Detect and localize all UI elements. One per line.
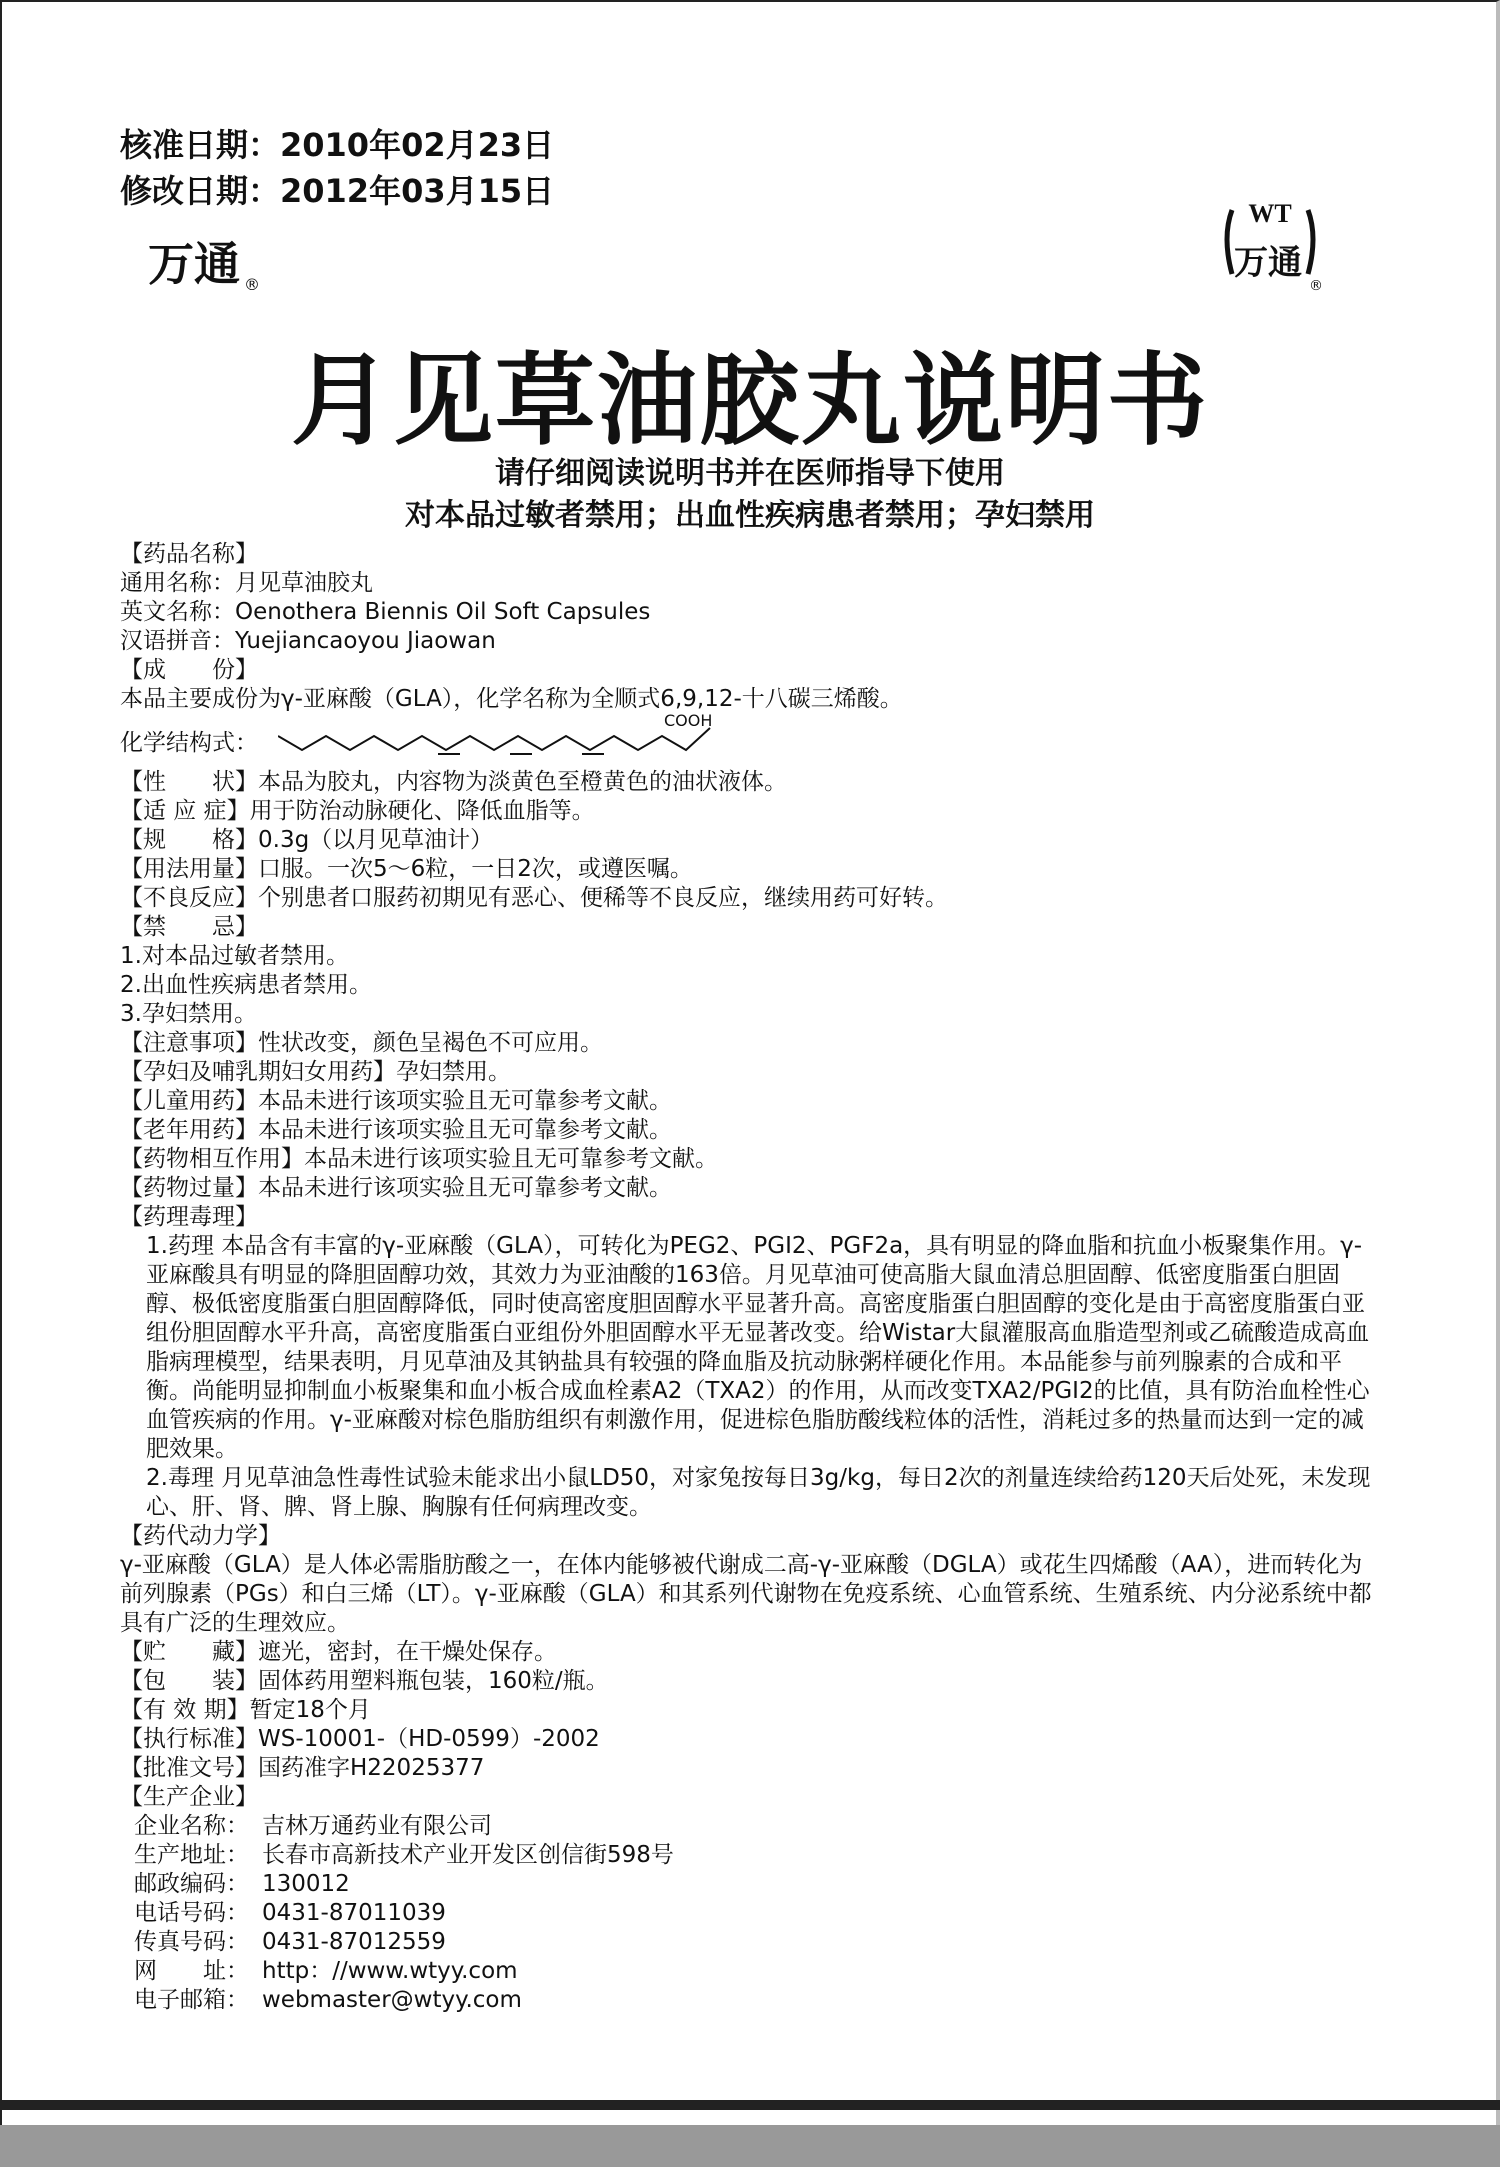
ingredients-text: 本品主要成份为γ-亚麻酸（GLA），化学名称为全顺式6,9,12-十八碳三烯酸。 <box>120 686 903 712</box>
structure-cooh: COOH <box>664 714 713 730</box>
section-heading-manufacturer: 【生产企业】 <box>120 1784 258 1810</box>
brand-registered-mark: ® <box>244 275 260 294</box>
indications-line: 【适 应 症】用于防治动脉硬化、降低血脂等。 <box>120 798 595 824</box>
elderly-line: 【老年用药】本品未进行该项实验且无可靠参考文献。 <box>120 1117 672 1143</box>
contraindication-item: 1.对本品过敏者禁用。 <box>120 943 349 969</box>
contraindication-item: 3.孕妇禁用。 <box>120 1001 257 1027</box>
chemical-structure <box>120 714 1380 758</box>
section-heading-drug-name: 【药品名称】 <box>120 541 258 567</box>
properties-line: 【性 状】本品为胶丸，内容物为淡黄色至橙黄色的油状液体。 <box>120 769 787 795</box>
revision-date: 修改日期：2012年03月15日 <box>120 172 555 210</box>
document-body <box>120 540 1380 2015</box>
children-line: 【儿童用药】本品未进行该项实验且无可靠参考文献。 <box>120 1088 672 1114</box>
package-line: 【包 装】固体药用塑料瓶包装，160粒/瓶。 <box>120 1668 609 1694</box>
logo-wt-text: WT <box>1248 199 1292 228</box>
english-name: 英文名称：Oenothera Biennis Oil Soft Capsules <box>120 599 651 625</box>
structure-label: 化学结构式： <box>120 730 258 756</box>
manufacturer-row: 电话号码： 0431-87011039 <box>134 1900 446 1926</box>
toxicology-paragraph: 2.毒理 月见草油急性毒性试验未能求出小鼠LD50，对家兔按每日3g/kg，每日2次的剂量连续给药120天后处死，未发现心、肝、肾、脾、肾上腺、胸腺有任何病理改变。 <box>146 1465 1371 1520</box>
approval-date: 核准日期：2010年02月23日 <box>120 126 555 164</box>
section-heading-pharmacokinetics: 【药代动力学】 <box>120 1523 281 1549</box>
generic-name: 通用名称：月见草油胶丸 <box>120 570 373 596</box>
manufacturer-row: 邮政编码： 130012 <box>134 1871 350 1897</box>
document-title: 月见草油胶丸说明书 <box>291 341 1209 459</box>
subtitle-instruction: 请仔细阅读说明书并在医师指导下使用 <box>495 456 1005 491</box>
subtitle-contraindication: 对本品过敏者禁用；出血性疾病患者禁用；孕妇禁用 <box>405 498 1095 533</box>
section-heading-contraindications: 【禁 忌】 <box>120 914 258 940</box>
logo-registered-mark: ® <box>1309 278 1323 294</box>
standard-line: 【执行标准】WS-10001-（HD-0599）-2002 <box>120 1726 600 1752</box>
manufacturer-row: 传真号码： 0431-87012559 <box>134 1929 446 1955</box>
manufacturer-row: 网 址： http：//www.wtyy.com <box>134 1958 518 1984</box>
manufacturer-info <box>120 1812 1380 2015</box>
precautions-line: 【注意事项】性状改变，颜色呈褐色不可应用。 <box>120 1030 603 1056</box>
manufacturer-row: 电子邮箱： webmaster@wtyy.com <box>134 1987 522 2013</box>
pinyin-name: 汉语拼音：Yuejiancaoyou Jiaowan <box>120 628 496 654</box>
manufacturer-row: 企业名称： 吉林万通药业有限公司 <box>134 1813 492 1839</box>
storage-line: 【贮 藏】遮光，密封，在干燥处保存。 <box>120 1639 557 1665</box>
section-heading-ingredients: 【成 份】 <box>120 657 258 683</box>
overdose-line: 【药物过量】本品未进行该项实验且无可靠参考文献。 <box>120 1175 672 1201</box>
approval-number-line: 【批准文号】国药准字H22025377 <box>120 1755 485 1781</box>
pharmacology-paragraph: 1.药理 本品含有丰富的γ-亚麻酸（GLA），可转化为PEG2、PGI2、PGF2a，具有明显的降血脂和抗血小板聚集作用。γ-亚麻酸具有明显的降胆固醇功效，其效力为亚油酸的163倍。月见草油可使高脂大鼠血清总胆固醇、低密度脂蛋白胆固醇、极低密度脂蛋白胆固醇降低，同时使高密度胆固醇水平显著升高。高密度脂蛋白胆固醇的变化是由于高密度脂蛋白亚组份胆固醇水平升高，高密度脂蛋白亚组份外胆固醇水平无显著改变。给Wistar大鼠灌服高血脂造型剂或乙硫酸造成高血脂病理模型，结果表明，月见草油及其钠盐具有较强的降血脂及抗动脉粥样硬化作用。本品能参与前列腺素的合成和平衡。尚能明显抑制血小板聚集和血小板合成血栓素A2（TXA2）的作用，从而改变TXA2/PGI2的比值，具有防治血栓性心血管疾病的作用。γ-亚麻酸对棕色脂肪组织有刺激作用，促进棕色脂肪酸线粒体的活性，消耗过多的热量而达到一定的减肥效果。 <box>146 1233 1370 1462</box>
manufacturer-row: 生产地址： 长春市高新技术产业开发区创信街598号 <box>134 1842 674 1868</box>
website-link[interactable]: http：//www.wtyy.com <box>262 1958 518 1984</box>
brand-name <box>148 228 260 294</box>
brand-text: 万通 <box>148 237 240 291</box>
validity-line: 【有 效 期】暂定18个月 <box>120 1697 371 1723</box>
footer-divider <box>0 2100 1500 2110</box>
pharmacokinetics-paragraph: γ-亚麻酸（GLA）是人体必需脂肪酸之一，在体内能够被代谢成二高-γ-亚麻酸（DGLA）或花生四烯酸（AA），进而转化为前列腺素（PGs）和白三烯（LT）。γ-亚麻酸（GLA）和其系列代谢物在免疫系统、心血管系统、生殖系统、内分泌系统中都具有广泛的生理效应。 <box>120 1552 1372 1636</box>
pregnancy-line: 【孕妇及哺乳期妇女用药】孕妇禁用。 <box>120 1059 511 1085</box>
logo-brand-text: 万通 <box>1234 243 1302 283</box>
section-heading-pharmacology: 【药理毒理】 <box>120 1204 258 1230</box>
specification-line: 【规 格】0.3g（以月见草油计） <box>120 827 494 853</box>
contraindication-item: 2.出血性疾病患者禁用。 <box>120 972 372 998</box>
company-logo-icon <box>1210 182 1330 302</box>
date-block <box>120 122 554 214</box>
adverse-reactions-line: 【不良反应】个别患者口服药初期见有恶心、便稀等不良反应，继续用药可好转。 <box>120 885 948 911</box>
footer-band <box>0 2125 1500 2167</box>
structure-formula-icon <box>278 714 748 758</box>
dosage-line: 【用法用量】口服。一次5～6粒，一日2次，或遵医嘱。 <box>120 856 693 882</box>
interactions-line: 【药物相互作用】本品未进行该项实验且无可靠参考文献。 <box>120 1146 718 1172</box>
email-link[interactable]: webmaster@wtyy.com <box>262 1987 522 2013</box>
